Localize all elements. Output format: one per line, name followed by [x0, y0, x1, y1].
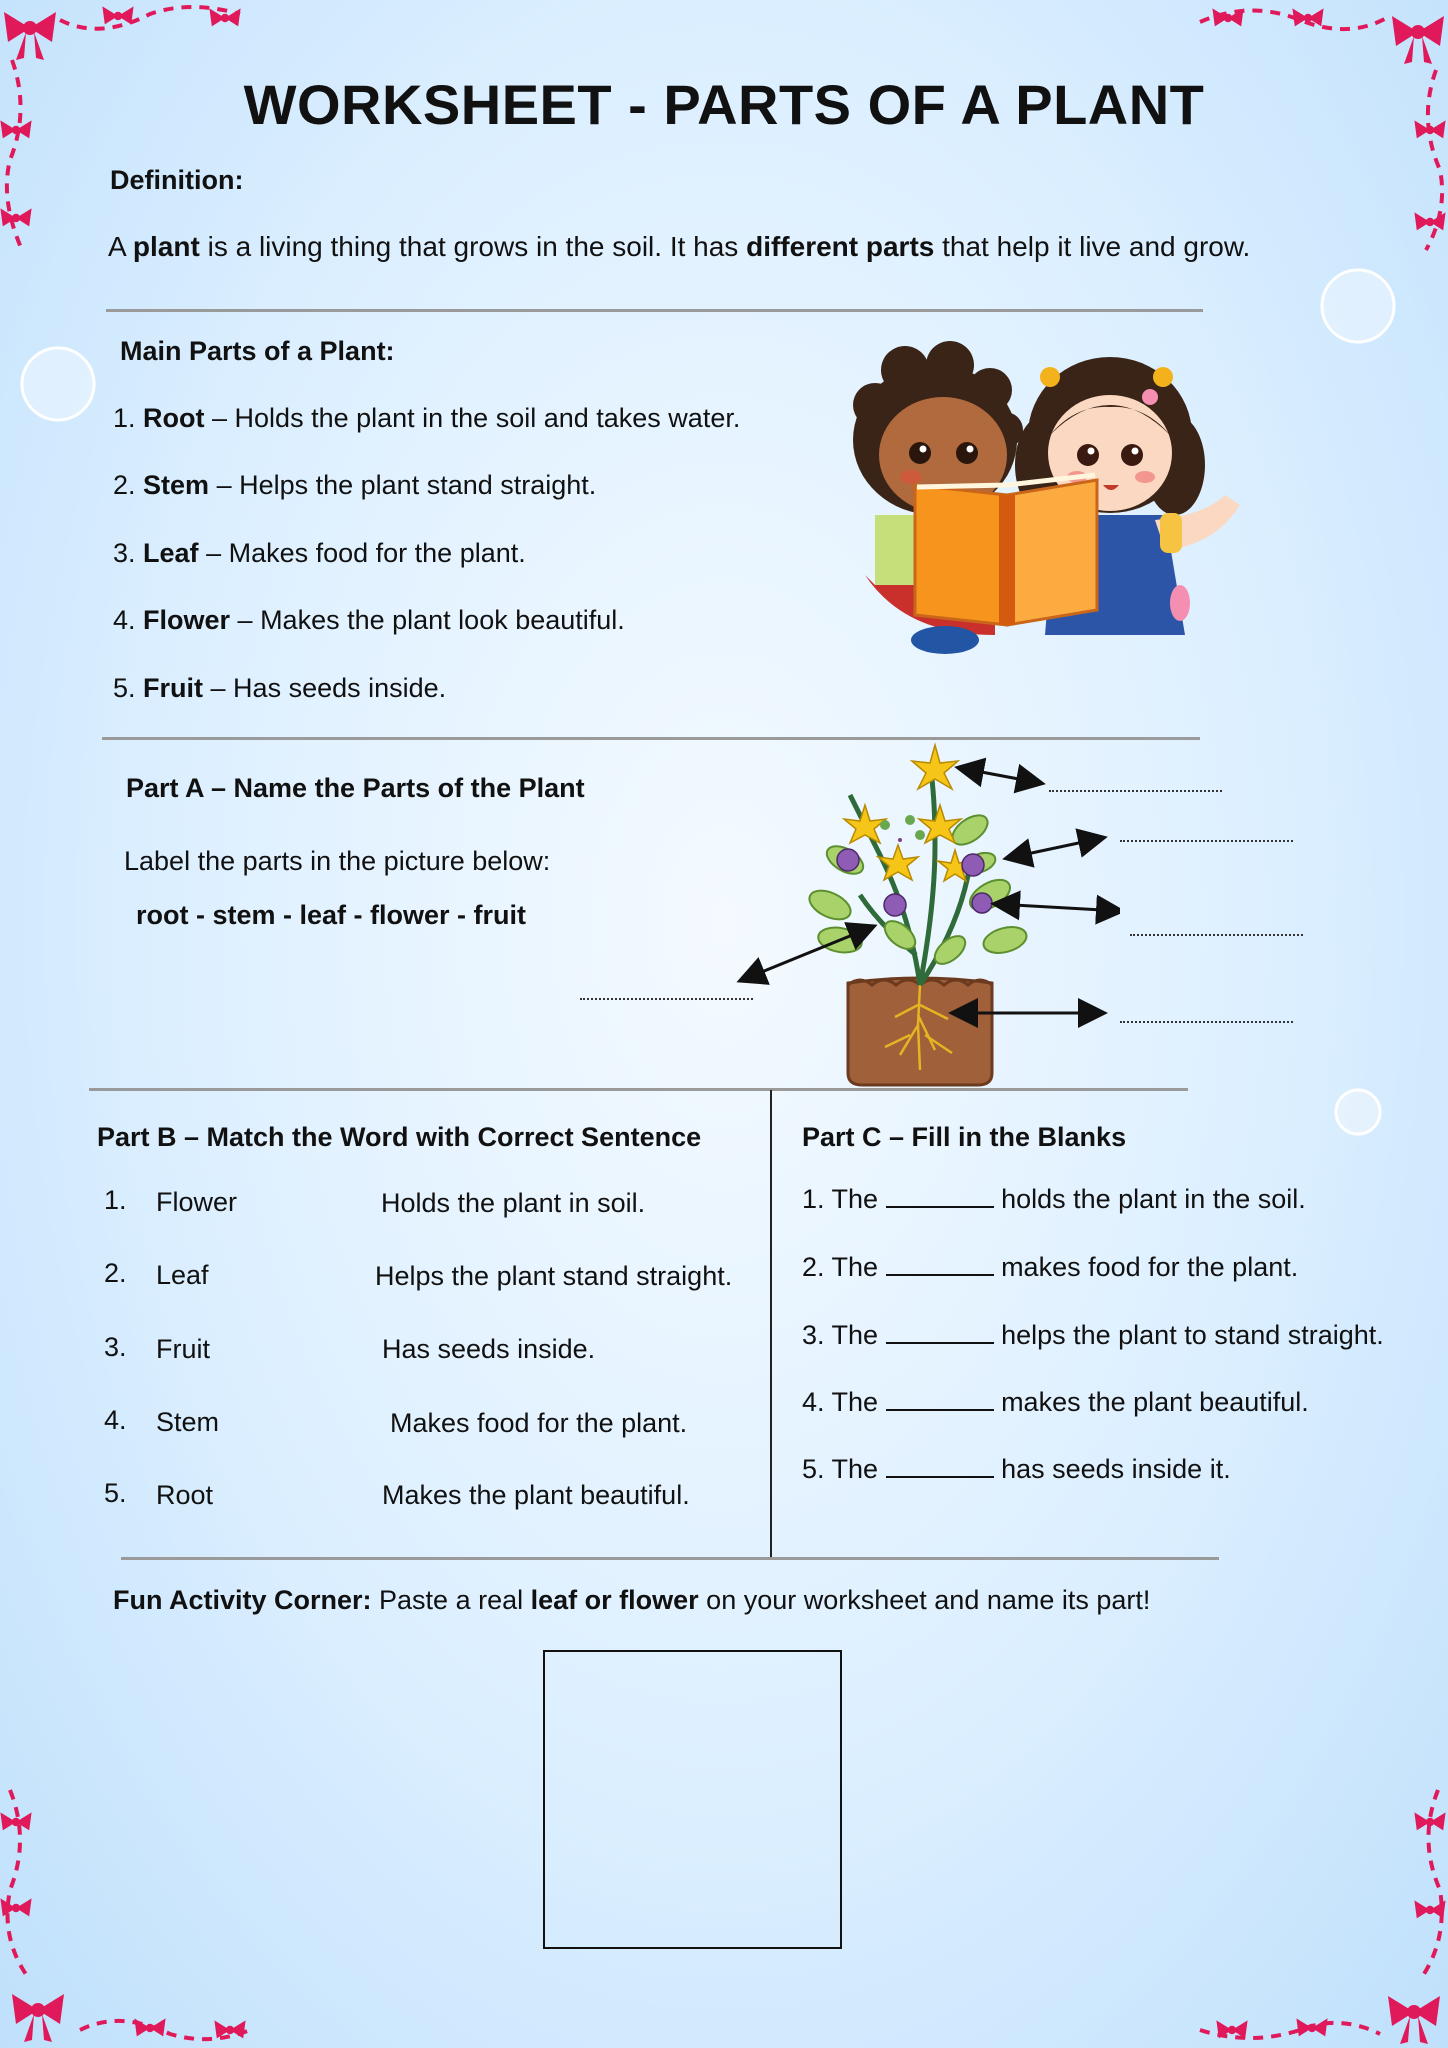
divider	[121, 1557, 1219, 1560]
part-a-word-bank: root - stem - leaf - flower - fruit	[136, 900, 527, 930]
match-sentence[interactable]: Makes food for the plant.	[390, 1408, 688, 1438]
match-row-number: 3.	[104, 1332, 127, 1362]
label-answer-line-stem[interactable]	[580, 998, 753, 1000]
part-c-heading: Part C – Fill in the Blanks	[802, 1122, 1127, 1152]
fill-blank-item: 4. The makes the plant beautiful.	[802, 1387, 1309, 1417]
list-item: 1. Root – Holds the plant in the soil and takes water.	[113, 403, 741, 433]
fill-blank-item: 5. The has seeds inside it.	[802, 1454, 1231, 1484]
match-sentence[interactable]: Has seeds inside.	[382, 1334, 596, 1364]
label-answer-line-flower[interactable]	[1049, 790, 1222, 792]
bubble-icon	[22, 348, 94, 420]
plant-diagram-illustration	[720, 735, 1120, 1090]
fun-activity-text: Fun Activity Corner: Paste a real leaf or flower on your worksheet and name its part!	[113, 1585, 1151, 1615]
match-row-number: 2.	[104, 1258, 127, 1288]
paste-area-box[interactable]	[543, 1650, 842, 1949]
match-word[interactable]: Fruit	[156, 1334, 210, 1364]
bubble-icon	[1322, 270, 1394, 342]
label-answer-line-leaf[interactable]	[1120, 840, 1293, 842]
bubble-icon	[1336, 1090, 1380, 1134]
children-reading-illustration	[845, 335, 1275, 665]
match-word[interactable]: Stem	[156, 1407, 220, 1437]
blank-field[interactable]	[886, 1318, 994, 1344]
match-row-number: 4.	[104, 1405, 127, 1435]
match-row-number: 5.	[104, 1478, 127, 1508]
divider	[89, 1088, 1188, 1091]
fill-blank-item: 2. The makes food for the plant.	[802, 1252, 1299, 1282]
match-sentence[interactable]: Makes the plant beautiful.	[382, 1480, 690, 1510]
column-divider	[770, 1090, 772, 1560]
match-sentence[interactable]: Helps the plant stand straight.	[375, 1261, 733, 1291]
match-word[interactable]: Root	[156, 1480, 214, 1510]
match-row-number: 1.	[104, 1185, 127, 1215]
part-a-instruction: Label the parts in the picture below:	[124, 846, 551, 876]
label-answer-line-root[interactable]	[1120, 1021, 1293, 1023]
definition-text: A plant is a living thing that grows in the soil. It has different parts that help it live and grow.	[108, 231, 1251, 262]
match-sentence[interactable]: Holds the plant in soil.	[381, 1188, 646, 1218]
divider	[106, 309, 1203, 312]
blank-field[interactable]	[886, 1182, 994, 1208]
part-a-heading: Part A – Name the Parts of the Plant	[126, 773, 585, 803]
blank-field[interactable]	[886, 1385, 994, 1411]
list-item: 3. Leaf – Makes food for the plant.	[113, 538, 526, 568]
list-item: 4. Flower – Makes the plant look beautiful.	[113, 605, 625, 635]
blank-field[interactable]	[886, 1250, 994, 1276]
label-answer-line-fruit[interactable]	[1130, 934, 1303, 936]
list-item: 2. Stem – Helps the plant stand straight.	[113, 470, 597, 500]
fill-blank-item: 3. The helps the plant to stand straight.	[802, 1320, 1384, 1350]
page-title: WORKSHEET - PARTS OF A PLANT	[243, 73, 1205, 136]
definition-heading: Definition:	[110, 165, 244, 195]
list-item: 5. Fruit – Has seeds inside.	[113, 673, 447, 703]
match-word[interactable]: Flower	[156, 1187, 238, 1217]
part-b-heading: Part B – Match the Word with Correct Sentence	[97, 1122, 702, 1152]
main-parts-heading: Main Parts of a Plant:	[120, 336, 395, 366]
blank-field[interactable]	[886, 1452, 994, 1478]
match-word[interactable]: Leaf	[156, 1260, 209, 1290]
fill-blank-item: 1. The holds the plant in the soil.	[802, 1184, 1306, 1214]
